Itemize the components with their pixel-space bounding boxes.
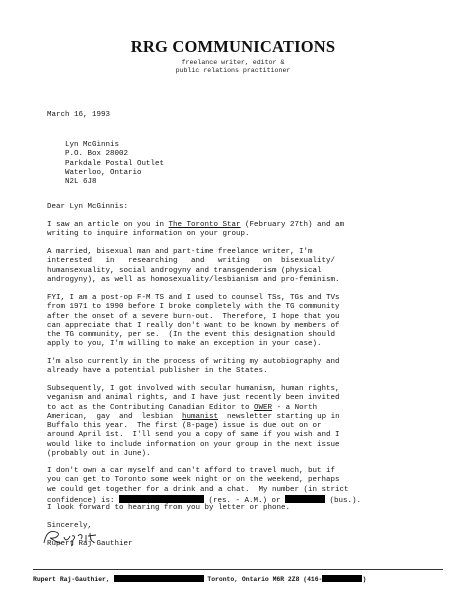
paragraph-line: androgyny), as well as homosexuality/lesbianism and pro-feminism. [47,275,340,284]
paragraph-line: A married, bisexual man and part-time freelance writer, I'm [47,248,313,256]
recipient-line: Waterloo, Ontario [65,168,142,177]
letterhead-subtitle-line1: freelance writer, editor & [181,59,285,66]
paragraph-line: I don't own a car myself and can't afford to travel much, but if [47,467,336,475]
paragraph-line: Subsequently, I got involved with secular humanism, human rights, [47,385,340,393]
paragraph-7: I look forward to hearing from you by letter or phone. [47,504,291,512]
paragraph-line: (probably out in June). [47,450,151,459]
text-span: ) [362,576,367,583]
text-span: (bus.). [325,496,362,505]
redaction-bar [322,575,362,582]
redaction-bar [114,575,204,582]
paragraph-line: around April 1st. I'll send you a copy of same if you wish and I [47,431,340,440]
paragraph-5 [47,385,340,459]
text-span: American, gay and lesbian [47,412,183,421]
paragraph-line: you can get to Toronto some week night or on the weekend, perhaps [47,476,340,485]
recipient-line: Lyn McGinnis [65,141,120,149]
text-span: confidence) is: [47,496,120,505]
recipient-block [65,141,164,187]
paragraph-line: interested in researching and writing on bisexuality/ [47,257,336,266]
closing: Sincerely, [47,522,93,530]
text-span: Rupert Raj-Gauthier, [33,576,114,583]
recipient-line: N2L 6J8 [65,178,97,187]
paragraph-6 [47,467,361,506]
newsletter-name: OWER [254,403,273,412]
paragraph-line: humansexuality, social androgyny and transgenderism (physical [47,266,322,275]
paragraph-line: after the onset of a severe burn-out. Therefore, I hope that you [47,312,340,321]
text-span: I saw an article on you in [47,221,169,229]
underlined-word: humanist [182,412,219,421]
paragraph-line: I'm also currently in the process of writing my autobiography and [47,358,340,366]
paragraph-2 [47,248,340,285]
paragraph-3 [47,294,340,350]
paragraph-4 [47,358,340,377]
letterhead-title: RRG COMMUNICATIONS [130,37,336,56]
recipient-line: Parkdale Postal Outlet [65,159,165,168]
paragraph-line: veganism and animal rights, and I have just recently been invited [47,394,340,403]
letter-date: March 16, 1993 [47,111,111,119]
paragraph-line: already have a potential publisher in the States. [47,367,268,376]
salutation: Dear Lyn McGinnis: [47,203,129,211]
text-span: (res. - A.M.) or [204,496,286,505]
text-span: to act as the Contributing Canadian Editor to [47,403,255,412]
newspaper-title: The Toronto Star [168,221,241,229]
paragraph-line: can appreciate that I really don't want to be known by members of [47,321,340,330]
paragraph-line: from 1971 to 1990 before I broke completely with the TG community [47,303,340,312]
text-span: Toronto, Ontario M6R 2Z8 (416- [203,576,323,583]
signer-name: Rupert Raj-Gauthier [47,540,133,548]
text-span: newsletter starting up in [218,412,340,421]
redaction-bar [119,495,204,503]
recipient-line: P.O. Box 28002 [65,150,129,159]
paragraph-line: FYI, I am a post-op F-M TS and I used to counsel TSs, TGs and TVs [47,294,340,302]
paragraph-1 [47,221,344,240]
text-span: writing to inquire information on your group. [47,230,250,239]
paragraph-line: would like to include information on your group in the next issue [47,440,340,449]
redaction-bar [285,495,325,503]
paragraph-line: Buffalo this year. The first (8-page) issue is due out on or [47,422,322,431]
text-span: (February 27th) and am [240,221,345,229]
letterhead-subtitle-line2: public relations practitioner [175,67,291,74]
paragraph-line: apply to you, I'm willing to make an exception in your case). [47,340,322,349]
paragraph-line: we could get together for a drink and a chat. My number (in strict [47,485,349,494]
footer-address [33,575,366,584]
paragraph-line: the TG community, per se. (In the event this designation should [47,331,336,340]
text-span: - a North [272,403,318,412]
footer-divider [33,569,443,570]
